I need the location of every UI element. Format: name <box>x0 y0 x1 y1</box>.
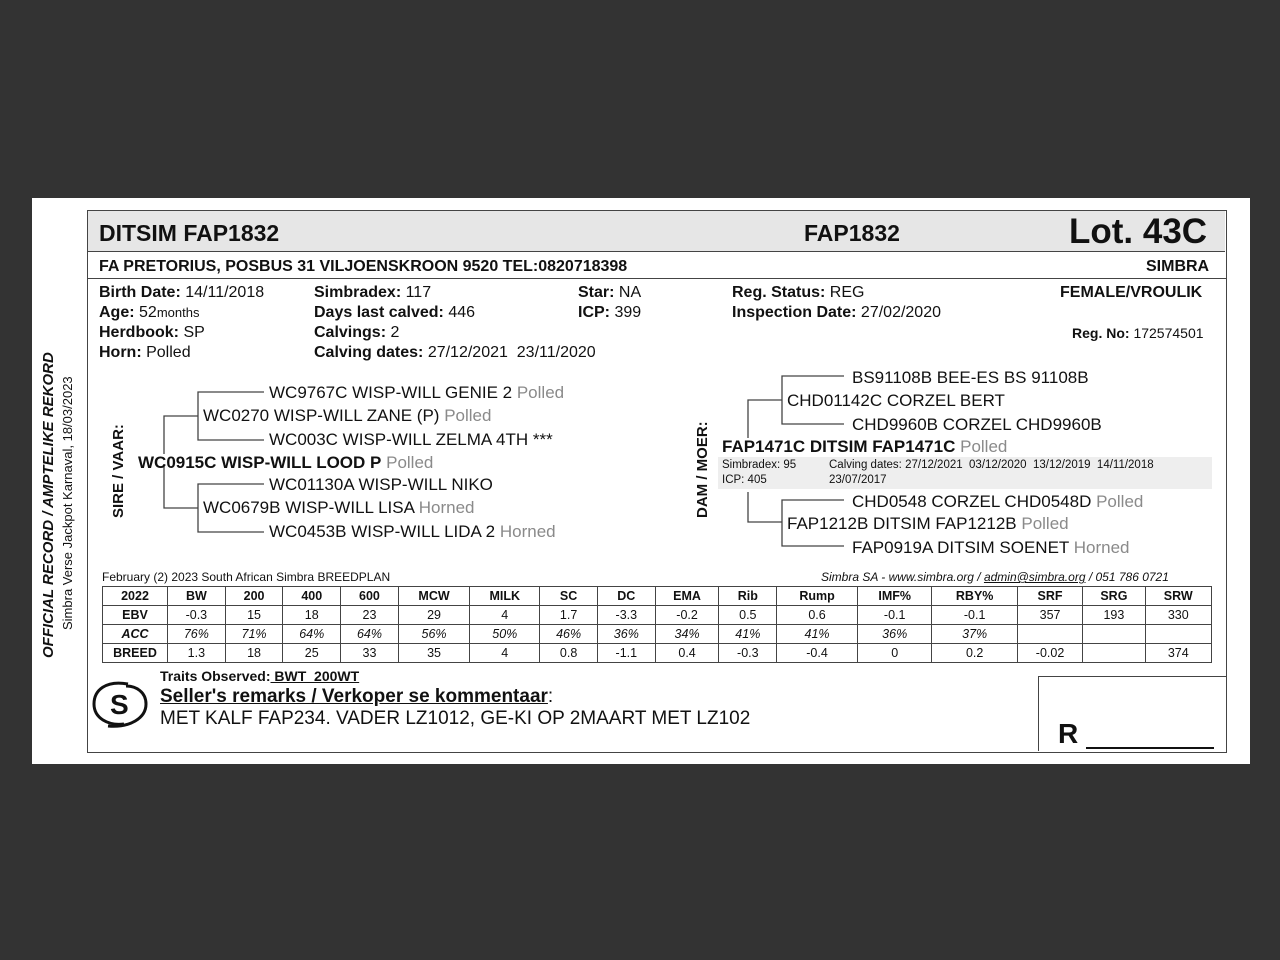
sire-label: SIRE / VAAR: <box>110 424 127 518</box>
table-cell: 33 <box>341 644 399 663</box>
sex-label: FEMALE/VROULIK <box>1060 284 1203 301</box>
table-cell: 71% <box>225 625 283 644</box>
sire-grandsire-3: WC01130A WISP-WILL NIKO <box>269 475 493 494</box>
table-row <box>103 625 1212 644</box>
breed-label: SIMBRA <box>1146 258 1210 275</box>
table-cell <box>1017 625 1082 644</box>
table-cell: 35 <box>398 644 469 663</box>
table-cell: 23 <box>341 606 399 625</box>
table-cell: 0.4 <box>655 644 719 663</box>
table-cell: 0.2 <box>932 644 1017 663</box>
table-cell: BREED <box>103 644 168 663</box>
table-cell: 18 <box>283 606 341 625</box>
sire-dam: WC0679B WISP-WILL LISA Horned <box>203 498 475 517</box>
table-cell: 0 <box>857 644 932 663</box>
dam-grandsire-1: BS91108B BEE-ES BS 91108B <box>852 368 1089 387</box>
table-cell <box>1083 644 1145 663</box>
table-cell: 2022 <box>103 587 168 606</box>
icp: ICP: 399 <box>578 304 642 321</box>
table-row <box>103 644 1212 663</box>
birth-date: Birth Date: 14/11/2018 <box>99 284 265 301</box>
r-label: R <box>1058 718 1079 749</box>
table-cell: 36% <box>597 625 655 644</box>
simbra-logo <box>88 676 152 732</box>
sellers-remarks-text: MET KALF FAP234. VADER LZ1012, GE-KI OP 2MAART MET LZ102 <box>160 708 751 729</box>
dam-main: FAP1471C DITSIM FAP1471C Polled <box>722 437 1008 456</box>
sire-sire: WC0270 WISP-WILL ZANE (P) Polled <box>203 406 492 425</box>
table-cell: 0.5 <box>719 606 777 625</box>
sire-main: WC0915C WISP-WILL LOOD P Polled <box>138 453 434 472</box>
table-cell: 4 <box>470 644 540 663</box>
table-cell: EMA <box>655 587 719 606</box>
table-cell: 18 <box>225 644 283 663</box>
dam-calving-dates: Calving dates: 27/12/2021 03/12/2020 13/12/2019 14/11/2018 <box>829 459 1154 471</box>
table-cell: 4 <box>470 606 540 625</box>
breedplan-contact: Simbra SA - www.simbra.org / admin@simbra.org / 051 786 0721 <box>821 570 1169 584</box>
dam-grandsire-3: CHD0548 CORZEL CHD0548D Polled <box>852 492 1144 511</box>
calving-dates: Calving dates: 27/12/2021 23/11/2020 <box>314 344 596 361</box>
owner-line: FA PRETORIUS, POSBUS 31 VILJOENSKROON 9520 TEL:0820718398 <box>99 258 628 275</box>
table-cell: 56% <box>398 625 469 644</box>
table-cell: 357 <box>1017 606 1082 625</box>
table-cell: 0.6 <box>777 606 858 625</box>
herdbook: Herdbook: SP <box>99 324 205 341</box>
table-cell: SRG <box>1083 587 1145 606</box>
inspection-date: Inspection Date: 27/02/2020 <box>732 304 941 321</box>
bottom-divider <box>1038 676 1226 677</box>
table-cell: 41% <box>719 625 777 644</box>
table-cell: 76% <box>168 625 226 644</box>
sire-grandsire-4: WC0453B WISP-WILL LIDA 2 Horned <box>269 522 556 541</box>
table-cell <box>1083 625 1145 644</box>
breedplan-table <box>102 586 1212 663</box>
table-cell: ACC <box>103 625 168 644</box>
table-cell: 0.8 <box>540 644 598 663</box>
table-cell: 41% <box>777 625 858 644</box>
table-cell: -3.3 <box>597 606 655 625</box>
table-cell: 36% <box>857 625 932 644</box>
traits-observed: Traits Observed: BWT 200WT <box>160 668 360 684</box>
reg-number: Reg. No: 172574501 <box>1072 325 1204 341</box>
table-cell: 600 <box>341 587 399 606</box>
table-cell: 330 <box>1145 606 1211 625</box>
dam-dam: FAP1212B DITSIM FAP1212B Polled <box>787 514 1069 533</box>
table-cell: -0.1 <box>857 606 932 625</box>
breedplan-title: February (2) 2023 South African Simbra BREEDPLAN <box>102 570 391 584</box>
table-cell: SC <box>540 587 598 606</box>
table-cell: -0.3 <box>719 644 777 663</box>
table-cell: DC <box>597 587 655 606</box>
dam-label: DAM / MOER: <box>694 421 711 518</box>
dam-icp: ICP: 405 <box>722 474 767 486</box>
r-box-divider <box>1038 676 1039 751</box>
table-cell: -1.1 <box>597 644 655 663</box>
table-cell: 29 <box>398 606 469 625</box>
table-cell: -0.3 <box>168 606 226 625</box>
table-cell: -0.2 <box>655 606 719 625</box>
official-record-label: OFFICIAL RECORD / AMPTELIKE REKORD <box>40 352 57 658</box>
simbradex: Simbradex: 117 <box>314 284 432 301</box>
table-cell: -0.02 <box>1017 644 1082 663</box>
star: Star: NA <box>578 284 642 301</box>
table-cell: IMF% <box>857 587 932 606</box>
table-cell: -0.4 <box>777 644 858 663</box>
table-cell: EBV <box>103 606 168 625</box>
table-cell: MILK <box>470 587 540 606</box>
table-cell: 46% <box>540 625 598 644</box>
days-last-calved: Days last calved: 446 <box>314 304 476 321</box>
svg-text:S: S <box>110 689 129 720</box>
sellers-remarks-title: Seller's remarks / Verkoper se kommentaar: <box>160 686 554 707</box>
table-cell <box>1145 625 1211 644</box>
table-cell: 37% <box>932 625 1017 644</box>
table-cell: SRF <box>1017 587 1082 606</box>
horn: Horn: Polled <box>99 344 191 361</box>
table-cell: 374 <box>1145 644 1211 663</box>
animal-id: FAP1832 <box>804 220 900 246</box>
table-cell: Rib <box>719 587 777 606</box>
table-cell: BW <box>168 587 226 606</box>
dam-grandsire-2: CHD9960B CORZEL CHD9960B <box>852 415 1102 434</box>
event-label: Simbra Verse Jackpot Karnaval, 18/03/2023 <box>60 376 75 630</box>
dam-grandsire-4: FAP0919A DITSIM SOENET Horned <box>852 538 1130 557</box>
table-row <box>103 606 1212 625</box>
table-header-row <box>103 587 1212 606</box>
calvings: Calvings: 2 <box>314 324 400 341</box>
table-cell: 1.3 <box>168 644 226 663</box>
table-cell: 64% <box>341 625 399 644</box>
sire-grandsire-1: WC9767C WISP-WILL GENIE 2 Polled <box>269 383 565 402</box>
dam-sire: CHD01142C CORZEL BERT <box>787 391 1005 410</box>
table-cell: 400 <box>283 587 341 606</box>
dam-simbradex: Simbradex: 95 <box>722 459 797 471</box>
table-cell: SRW <box>1145 587 1211 606</box>
table-cell: Rump <box>777 587 858 606</box>
table-cell: 15 <box>225 606 283 625</box>
table-cell: 1.7 <box>540 606 598 625</box>
table-cell: 200 <box>225 587 283 606</box>
animal-name: DITSIM FAP1832 <box>99 220 280 246</box>
sire-grandsire-2: WC003C WISP-WILL ZELMA 4TH *** <box>269 430 553 449</box>
table-cell: -0.1 <box>932 606 1017 625</box>
table-cell: 50% <box>470 625 540 644</box>
dam-calving-dates-2: 23/07/2017 <box>829 474 887 486</box>
table-cell: 25 <box>283 644 341 663</box>
table-cell: 64% <box>283 625 341 644</box>
card-top-right-ext <box>1226 676 1227 677</box>
catalogue-card <box>32 198 1250 764</box>
r-signature-line <box>1086 747 1214 749</box>
table-cell: 193 <box>1083 606 1145 625</box>
table-cell: 34% <box>655 625 719 644</box>
reg-status: Reg. Status: REG <box>732 284 865 301</box>
lot-number: Lot. 43C <box>1069 212 1208 251</box>
table-cell: MCW <box>398 587 469 606</box>
table-cell: RBY% <box>932 587 1017 606</box>
age: Age: 52months <box>99 304 200 321</box>
